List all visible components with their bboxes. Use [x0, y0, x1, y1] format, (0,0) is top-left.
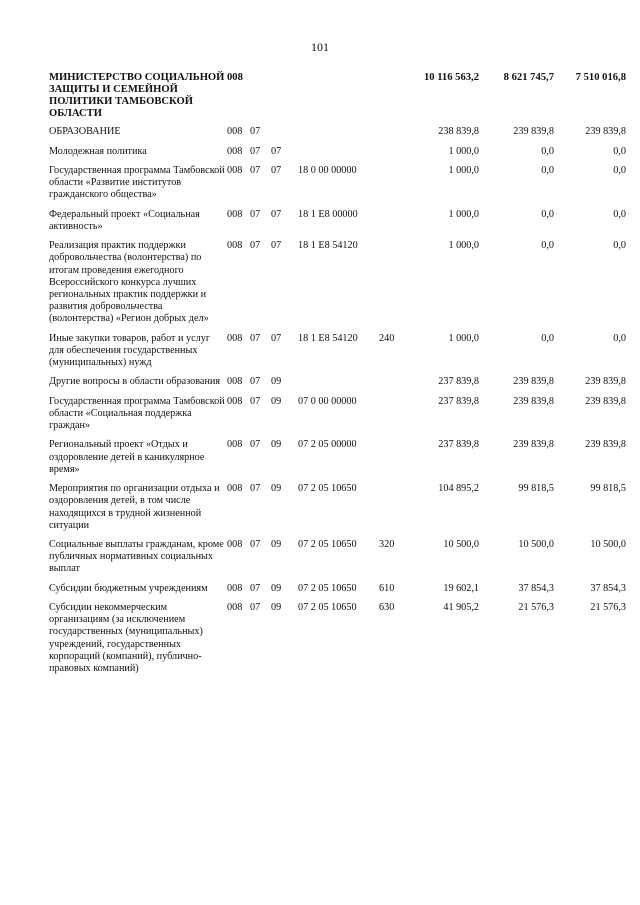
row-amount-3: 239 839,8	[585, 395, 626, 407]
row-amount-3: 37 854,3	[590, 582, 626, 594]
row-amount-1: 1 000,0	[448, 332, 479, 344]
row-pr-code: 09	[271, 439, 282, 451]
row-vr-code	[379, 146, 407, 165]
row-rz-code: 07	[250, 240, 261, 252]
table-row	[49, 583, 626, 602]
table-row	[49, 396, 626, 440]
row-rz-code: 07	[250, 601, 261, 613]
row-name: МИНИСТЕРСТВО СОЦИАЛЬНОЙ ЗАЩИТЫ И СЕМЕЙНОЙ ПОЛИТИКИ ТАМБОВСКОЙ ОБЛАСТИ	[49, 72, 225, 119]
row-amount-1: 1 000,0	[448, 164, 479, 176]
row-name: Иные закупки товаров, работ и услуг для обеспечения государственных (муниципальных) нужд	[49, 332, 210, 369]
row-rz-code: 07	[250, 126, 261, 138]
row-pr-code: 07	[271, 332, 282, 344]
table-row	[49, 439, 626, 483]
row-name: Государственная программа Тамбовской области «Развитие институтов гражданского общества»	[49, 164, 225, 201]
row-pr-code: 09	[271, 395, 282, 407]
row-amount-3: 0,0	[613, 208, 626, 220]
row-vr-code	[379, 439, 407, 483]
row-amount-3: 21 576,3	[590, 601, 626, 613]
row-amount-3: 0,0	[613, 164, 626, 176]
row-gr-code: 008	[227, 145, 243, 157]
row-name: Социальные выплаты гражданам, кроме публичных нормативных социальных выплат	[49, 539, 224, 575]
row-cs-code	[298, 126, 379, 145]
row-name: Молодежная политика	[49, 145, 147, 157]
row-name: Федеральный проект «Социальная активность»	[49, 208, 200, 232]
row-amount-3: 0,0	[613, 240, 626, 252]
row-amount-3: 239 839,8	[585, 439, 626, 451]
row-cs-code: 18 1 E8 54120	[298, 240, 358, 252]
row-amount-2: 0,0	[541, 164, 554, 176]
row-amount-1: 104 895,2	[438, 483, 479, 495]
table-row	[49, 126, 626, 145]
row-name: Субсидии некоммерческим организациям (за исключением государственных (муниципальных) учреждений, государственных корпораций (компаний), публично-правовых компаний)	[49, 601, 203, 675]
row-amount-3: 0,0	[613, 145, 626, 157]
row-vr-code	[379, 209, 407, 240]
row-amount-1: 237 839,8	[438, 395, 479, 407]
row-rz-code: 07	[250, 483, 261, 495]
row-cs-code: 07 2 05 10650	[298, 582, 357, 594]
row-gr-code: 008	[227, 483, 243, 495]
row-amount-2: 99 818,5	[518, 483, 554, 495]
row-amount-2: 0,0	[541, 240, 554, 252]
row-amount-2: 0,0	[541, 145, 554, 157]
row-pr-code: 09	[271, 601, 282, 613]
row-name: Другие вопросы в области образования	[49, 376, 221, 388]
row-rz-code: 07	[250, 376, 261, 388]
row-vr-code	[379, 376, 407, 395]
row-gr-code: 008	[227, 395, 243, 407]
budget-table	[49, 72, 626, 682]
table-row	[49, 333, 626, 377]
row-amount-3: 239 839,8	[585, 126, 626, 138]
row-rz-code	[250, 72, 271, 126]
row-gr-code: 008	[227, 332, 243, 344]
row-vr-code: 630	[379, 601, 395, 613]
row-amount-1: 10 500,0	[443, 539, 479, 550]
row-pr-code: 07	[271, 208, 282, 220]
row-rz-code: 07	[250, 395, 261, 407]
row-amount-3: 10 500,0	[590, 539, 626, 550]
row-vr-code	[379, 165, 407, 209]
row-name: ОБРАЗОВАНИЕ	[49, 126, 121, 138]
row-name: Реализация практик поддержки добровольчества (волонтерства) по итогам проведения ежегодного Всероссийского конкурса лучших региональных практик поддержки и развития добровольчества (волонтерства) «Регион добрых дел»	[49, 240, 209, 325]
row-amount-2: 0,0	[541, 332, 554, 344]
table-row	[49, 483, 626, 539]
table-row	[49, 165, 626, 209]
row-amount-1: 238 839,8	[438, 126, 479, 138]
row-gr-code: 008	[227, 439, 243, 451]
row-cs-code	[298, 376, 379, 395]
row-amount-2: 21 576,3	[518, 601, 554, 613]
row-amount-3: 0,0	[613, 332, 626, 344]
row-cs-code	[298, 72, 379, 126]
row-amount-1: 1 000,0	[448, 208, 479, 220]
row-amount-1: 19 602,1	[443, 582, 479, 594]
row-pr-code: 07	[271, 240, 282, 252]
row-vr-code: 320	[379, 539, 395, 550]
row-gr-code: 008	[227, 376, 243, 388]
row-rz-code: 07	[250, 582, 261, 594]
row-cs-code: 07 0 00 00000	[298, 395, 357, 407]
table-row	[49, 539, 626, 583]
row-cs-code	[298, 146, 379, 165]
row-cs-code: 07 2 05 10650	[298, 601, 357, 613]
row-gr-code: 008	[227, 539, 243, 550]
row-gr-code: 008	[227, 208, 243, 220]
row-amount-2: 37 854,3	[518, 582, 554, 594]
row-amount-3: 7 510 016,8	[575, 72, 626, 83]
row-amount-1: 1 000,0	[448, 145, 479, 157]
row-gr-code: 008	[227, 601, 243, 613]
row-name: Региональный проект «Отдых и оздоровление детей в каникулярное время»	[49, 439, 205, 475]
row-name: Государственная программа Тамбовской области «Социальная поддержка граждан»	[49, 395, 225, 432]
table-row	[49, 602, 626, 682]
row-rz-code: 07	[250, 145, 261, 157]
row-pr-code: 09	[271, 376, 282, 388]
row-gr-code: 008	[227, 72, 243, 83]
row-vr-code	[379, 240, 407, 333]
table-row	[49, 72, 626, 126]
table-row	[49, 376, 626, 395]
row-amount-1: 237 839,8	[438, 439, 479, 451]
row-amount-2: 239 839,8	[513, 126, 554, 138]
row-vr-code	[379, 72, 407, 126]
row-vr-code	[379, 396, 407, 440]
row-amount-2: 239 839,8	[513, 376, 554, 388]
row-cs-code: 18 1 E8 00000	[298, 208, 358, 220]
row-pr-code: 07	[271, 145, 282, 157]
row-pr-code	[271, 72, 298, 126]
row-rz-code: 07	[250, 439, 261, 451]
row-vr-code: 240	[379, 332, 395, 344]
row-cs-code: 07 2 05 10650	[298, 539, 357, 550]
row-vr-code	[379, 483, 407, 539]
row-rz-code: 07	[250, 208, 261, 220]
row-gr-code: 008	[227, 164, 243, 176]
table-row	[49, 209, 626, 240]
row-name: Мероприятия по организации отдыха и оздоровления детей, в том числе находящихся в трудной жизненной ситуации	[49, 483, 220, 531]
table-row	[49, 146, 626, 165]
row-name: Субсидии бюджетным учреждениям	[49, 582, 208, 594]
row-amount-1: 10 116 563,2	[423, 72, 479, 83]
row-amount-3: 99 818,5	[590, 483, 626, 495]
row-vr-code	[379, 126, 407, 145]
row-rz-code: 07	[250, 164, 261, 176]
row-pr-code: 07	[271, 164, 282, 176]
row-pr-code: 09	[271, 483, 282, 495]
row-amount-1: 1 000,0	[448, 240, 479, 252]
row-gr-code: 008	[227, 126, 243, 138]
row-amount-2: 8 621 745,7	[503, 72, 554, 83]
row-cs-code: 18 0 00 00000	[298, 164, 357, 176]
row-gr-code: 008	[227, 582, 243, 594]
row-amount-3: 239 839,8	[585, 376, 626, 388]
row-amount-2: 0,0	[541, 208, 554, 220]
row-amount-2: 10 500,0	[518, 539, 554, 550]
row-vr-code: 610	[379, 582, 395, 594]
row-pr-code: 09	[271, 582, 282, 594]
row-amount-2: 239 839,8	[513, 395, 554, 407]
table-row	[49, 240, 626, 333]
row-rz-code: 07	[250, 332, 261, 344]
row-cs-code: 18 1 E8 54120	[298, 332, 358, 344]
row-pr-code	[271, 126, 298, 145]
row-rz-code: 07	[250, 539, 261, 550]
row-amount-1: 41 905,2	[443, 601, 479, 613]
row-cs-code: 07 2 05 10650	[298, 483, 357, 495]
row-amount-1: 237 839,8	[438, 376, 479, 388]
row-gr-code: 008	[227, 240, 243, 252]
page-number: 101	[311, 40, 329, 54]
row-pr-code: 09	[271, 539, 282, 550]
row-cs-code: 07 2 05 00000	[298, 439, 357, 451]
row-amount-2: 239 839,8	[513, 439, 554, 451]
